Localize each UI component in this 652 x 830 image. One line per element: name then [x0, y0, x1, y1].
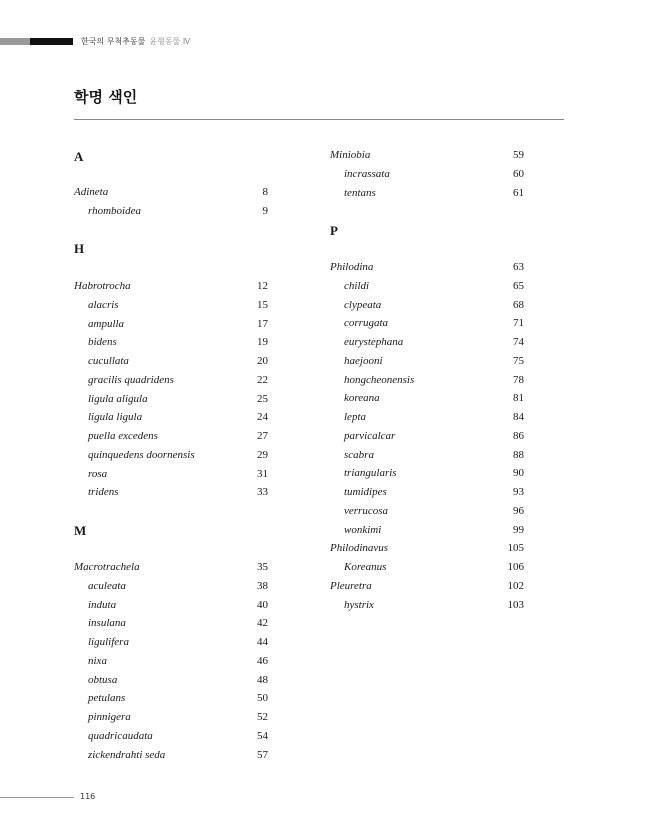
entry-name: rosa	[88, 467, 108, 480]
index-entry-species	[74, 746, 268, 764]
entry-name: ligula aligula	[88, 392, 148, 405]
entry-page: 9	[262, 204, 268, 217]
index-entry-species	[74, 446, 268, 464]
index-entry-species	[330, 371, 524, 389]
index-entry-species	[330, 483, 524, 501]
entry-page: 52	[257, 711, 268, 723]
entry-page: 105	[507, 542, 524, 555]
entry-page: 106	[507, 561, 524, 573]
index-entry-species	[330, 446, 524, 464]
index-entry-species	[74, 296, 268, 314]
section-letter: H	[74, 241, 85, 256]
index-entry-species	[74, 390, 268, 408]
entry-name: Philodina	[330, 261, 374, 273]
index-entry-species	[330, 408, 524, 426]
entry-page: 44	[257, 636, 268, 648]
entry-name: bidens	[88, 336, 117, 349]
entry-page: 48	[257, 673, 268, 686]
index-entry-species	[330, 521, 524, 539]
entry-page: 60	[513, 167, 524, 180]
entry-page: 93	[513, 486, 524, 498]
entry-name: quadricaudata	[88, 729, 153, 742]
entry-name: childi	[344, 279, 370, 292]
index-entry-genus	[330, 146, 524, 164]
index-entry-genus	[330, 577, 524, 595]
entry-name: aculeata	[88, 579, 126, 592]
index-entry-species	[330, 427, 524, 445]
entry-name: parvicalcar	[344, 429, 396, 442]
index-entry-species	[74, 315, 268, 333]
entry-name: gracilis quadridens	[88, 373, 174, 386]
index-entry-species	[74, 408, 268, 426]
index-entry-species	[74, 427, 268, 445]
entry-page: 65	[513, 279, 524, 292]
entry-page: 75	[513, 354, 524, 367]
index-entry-species	[74, 727, 268, 745]
index-entry-species	[74, 333, 268, 351]
entry-name: rhomboidea	[88, 204, 141, 217]
entry-page: 33	[257, 486, 268, 499]
entry-name: haejooni	[344, 354, 383, 367]
entry-page: 27	[257, 430, 268, 442]
entry-name: tentans	[344, 186, 376, 199]
entry-page: 81	[513, 392, 524, 405]
index-entry-species	[74, 689, 268, 707]
page-title: 학명 색인	[74, 88, 138, 106]
entry-name: cucullata	[88, 355, 129, 367]
entry-page: 74	[513, 336, 524, 348]
page-number: 116	[80, 792, 96, 801]
index-entry-species	[330, 464, 524, 482]
entry-name: tridens	[88, 486, 119, 499]
entry-page: 78	[513, 373, 524, 386]
entry-name: hongcheonensis	[344, 373, 415, 386]
section-letter: A	[74, 149, 84, 164]
entry-page: 15	[257, 298, 268, 311]
entry-page: 88	[513, 448, 524, 461]
entry-name: obtusa	[88, 673, 118, 686]
entry-name: verrucosa	[344, 504, 388, 517]
entry-page: 99	[513, 523, 524, 536]
index-entry-species	[330, 184, 524, 202]
entry-page: 20	[257, 355, 268, 367]
index-entry-species	[74, 671, 268, 689]
entry-name: ligula ligula	[88, 411, 143, 424]
index-entry-species	[330, 596, 524, 614]
section-letter: M	[74, 523, 87, 538]
entry-page: 12	[257, 280, 268, 292]
header-bar-gray	[0, 38, 30, 45]
entry-page: 46	[257, 654, 268, 667]
entry-name: petulans	[88, 692, 126, 705]
entry-page: 71	[513, 317, 524, 330]
index-entry-species	[74, 465, 268, 483]
entry-name: Miniobia	[330, 149, 371, 161]
index-entry-species	[74, 577, 268, 595]
entry-page: 102	[507, 579, 524, 592]
index-entry-genus	[74, 277, 268, 295]
entry-page: 35	[257, 561, 268, 573]
entry-page: 50	[257, 692, 268, 705]
entry-name: Adineta	[74, 186, 109, 198]
entry-page: 19	[257, 336, 268, 349]
entry-name: induta	[88, 598, 117, 611]
entry-page: 22	[257, 373, 268, 386]
title-divider	[74, 119, 564, 120]
index-entry-genus	[330, 258, 524, 276]
entry-page: 29	[257, 448, 268, 461]
entry-name: incrassata	[344, 167, 390, 180]
entry-name: Macrotrachela	[74, 561, 140, 573]
entry-name: Pleuretra	[330, 579, 372, 592]
index-entry-species	[330, 333, 524, 351]
entry-name: quinquedens doornensis	[88, 448, 195, 461]
index-entry-species	[330, 502, 524, 520]
entry-name: scabra	[344, 448, 374, 461]
book-subtitle: 윤형동물 Ⅳ	[149, 37, 191, 46]
entry-name: koreana	[344, 392, 380, 405]
entry-page: 57	[257, 748, 268, 761]
entry-name: zickendrahti seda	[88, 748, 166, 761]
entry-name: puella excedens	[88, 430, 158, 442]
entry-name: clypeata	[344, 298, 382, 311]
index-entry-species	[330, 389, 524, 407]
entry-page: 90	[513, 467, 524, 480]
footer-rule	[0, 797, 74, 798]
entry-page: 61	[513, 186, 524, 199]
index-entry-species	[330, 165, 524, 183]
index-entry-species	[74, 614, 268, 632]
index-entry-genus	[330, 539, 524, 557]
index-entry-species	[74, 352, 268, 370]
entry-page: 68	[513, 298, 524, 311]
index-entry-species	[330, 352, 524, 370]
index-entry-genus	[74, 558, 268, 576]
entry-name: tumidipes	[344, 486, 387, 498]
entry-page: 103	[507, 598, 524, 611]
running-header	[81, 36, 190, 47]
entry-name: insulana	[88, 617, 126, 630]
entry-page: 86	[513, 429, 524, 442]
entry-name: ampulla	[88, 317, 125, 330]
index-entry-species	[74, 633, 268, 651]
entry-name: wonkimi	[344, 523, 382, 536]
entry-page: 63	[513, 261, 524, 273]
entry-name: Koreanus	[344, 561, 387, 573]
header-bar-black	[30, 38, 73, 45]
entry-name: corrugata	[344, 317, 388, 330]
index-entry-genus	[74, 183, 268, 201]
entry-page: 24	[257, 411, 268, 424]
entry-name: pinnigera	[88, 711, 131, 723]
index-entry-species	[330, 314, 524, 332]
entry-name: hystrix	[344, 598, 374, 611]
entry-page: 59	[513, 149, 524, 161]
entry-page: 17	[257, 317, 268, 330]
index-entry-species	[74, 708, 268, 726]
entry-name: nixa	[88, 654, 107, 667]
index-entry-species	[330, 277, 524, 295]
entry-name: eurystephana	[344, 336, 404, 348]
entry-page: 54	[257, 729, 268, 742]
entry-page: 40	[257, 598, 268, 611]
entry-name: triangularis	[344, 467, 397, 480]
entry-name: lepta	[344, 411, 366, 423]
entry-name: Habrotrocha	[74, 280, 131, 292]
section-letter: P	[330, 223, 338, 238]
entry-name: Philodinavus	[330, 542, 389, 555]
index-entry-species	[74, 371, 268, 389]
index-entry-species	[74, 596, 268, 614]
entry-page: 84	[513, 411, 524, 423]
entry-page: 38	[257, 579, 268, 592]
index-entry-species	[330, 558, 524, 576]
entry-page: 96	[513, 504, 524, 517]
entry-name: ligulifera	[88, 636, 129, 648]
book-title: 한국의 무척추동물	[81, 37, 146, 46]
entry-page: 31	[257, 467, 268, 480]
entry-name: alacris	[88, 298, 119, 311]
index-entry-species	[74, 202, 268, 220]
index-entry-species	[330, 296, 524, 314]
index-entry-species	[74, 652, 268, 670]
entry-page: 8	[262, 186, 268, 198]
entry-page: 25	[257, 392, 268, 405]
entry-page: 42	[257, 617, 268, 630]
index-entry-species	[74, 483, 268, 501]
